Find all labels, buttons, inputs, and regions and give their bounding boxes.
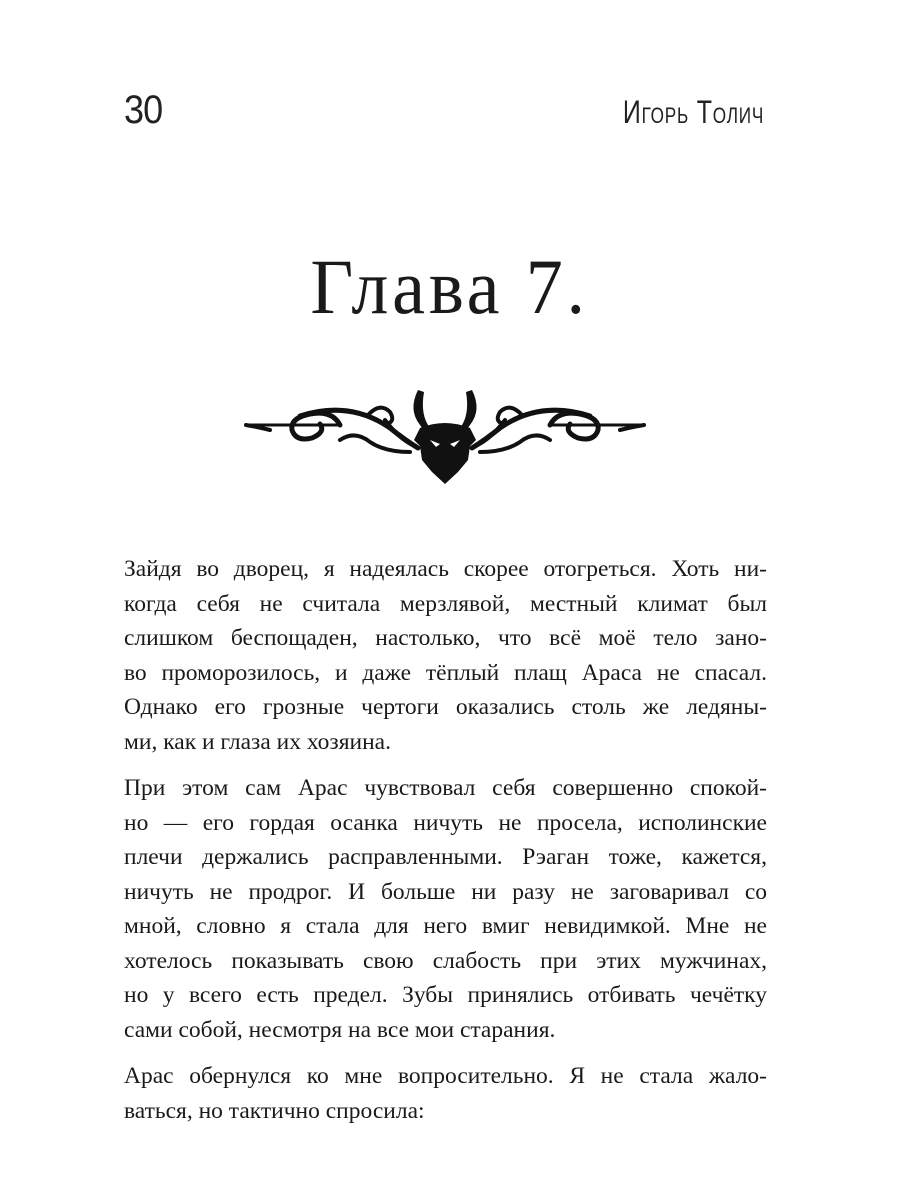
body-text bbox=[124, 552, 767, 1140]
text-line: когда себя не считала мерзлявой, местный климат был bbox=[124, 590, 767, 617]
paragraph-1 bbox=[124, 552, 767, 759]
text-line: сами собой, несмотря на все мои старания. bbox=[124, 1016, 556, 1043]
text-line: Однако его грозные чертоги оказались столь же ледяны- bbox=[124, 694, 767, 720]
author-name: Игорь Толич bbox=[622, 94, 764, 130]
paragraph-2 bbox=[124, 771, 767, 1047]
text-line: При этом сам Арас чувствовал себя совершенно спокой- bbox=[124, 775, 767, 801]
text-line: но у всего есть предел. Зубы принялись отбивать чечётку bbox=[124, 982, 767, 1008]
text-line: Зайдя во дворец, я надеялась скорее отогреться. Хоть ни- bbox=[124, 556, 767, 582]
paragraph-3 bbox=[124, 1059, 767, 1128]
text-line: но — его гордая осанка ничуть не просела, исполинские bbox=[124, 809, 767, 836]
text-line: ваться, но тактично спросила: bbox=[124, 1097, 425, 1124]
running-head bbox=[124, 88, 764, 138]
text-line: хотелось показывать свою слабость при этих мужчинах, bbox=[124, 947, 767, 974]
page-number: 30 bbox=[124, 88, 163, 132]
chapter-title-text: Глава 7. bbox=[310, 243, 590, 330]
text-line: плечи держались расправленными. Рэаган тоже, кажется, bbox=[124, 844, 767, 870]
text-line: ми, как и глаза их хозяина. bbox=[124, 728, 391, 755]
chapter-title bbox=[0, 243, 900, 330]
text-line: ничуть не продрог. И больше ни разу не заговаривал со bbox=[124, 878, 767, 905]
devil-head-flourish-icon bbox=[240, 380, 650, 490]
text-line: слишком беспощаден, настолько, что всё моё тело зано- bbox=[124, 625, 767, 651]
text-line: во проморозилось, и даже тёплый плащ Араса не спасал. bbox=[124, 659, 767, 686]
text-line: мной, словно я стала для него вмиг невидимкой. Мне не bbox=[124, 913, 767, 939]
text-line: Арас обернулся ко мне вопросительно. Я не стала жало- bbox=[124, 1063, 767, 1089]
